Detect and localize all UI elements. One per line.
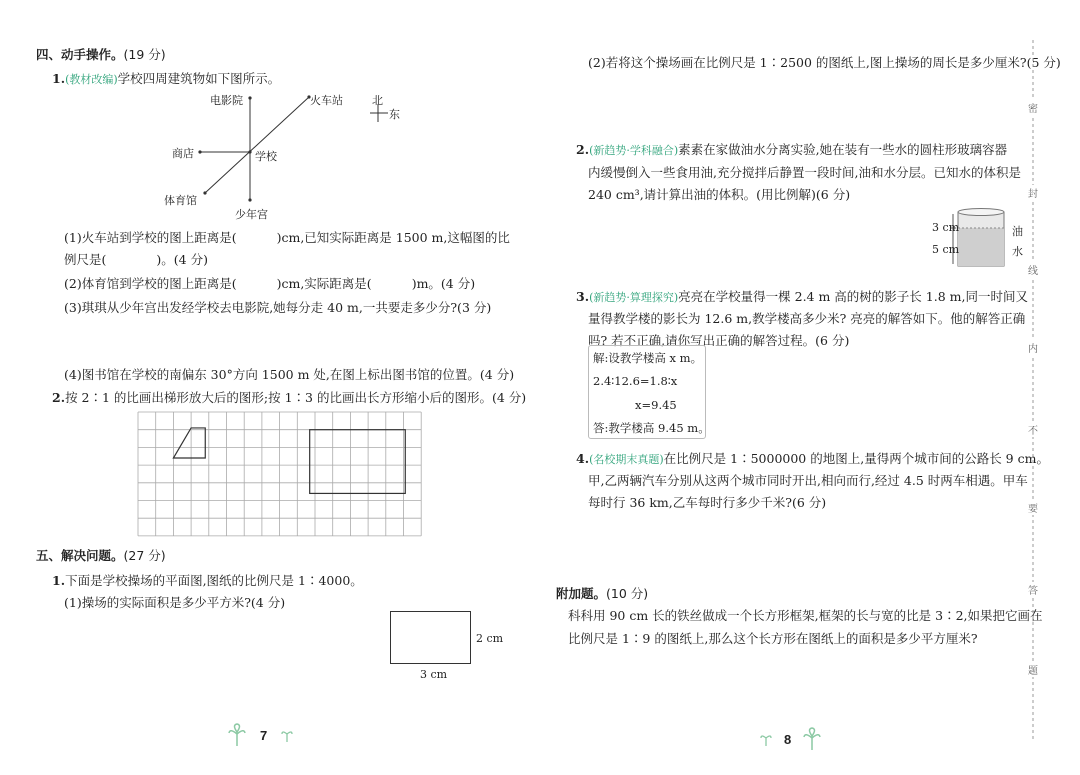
label-youth-palace: 少年宫 [235,208,268,221]
cylinder-container [957,208,1007,268]
q1-part4: (4)图书馆在学校的南偏东 30°方向 1500 m 处,在图上标出图书馆的位置。(4 分) [64,367,515,382]
solution-line-4: 答:教学楼高 9.45 m。 [593,421,710,435]
water-height-label: 5 cm [932,243,960,256]
r-q3-line2: 量得教学楼的影长为 12.6 m,教学楼高多少米? 亮亮的解答如下。他的解答正确 [588,311,1026,326]
q1-part2: (2)体育馆到学校的图上距离是( )cm,实际距离是( )m。(4 分) [64,276,476,291]
playground-height-label: 2 cm [476,632,504,645]
label-north: 北 [372,94,383,107]
r-q4-line2: 甲,乙两辆汽车分别从这两个城市同时开出,相向而行,经过 4.5 时两车相遇。甲车 [588,473,1028,488]
q2-stem: 2.按 2∶1 的比画出梯形放大后的图形;按 1∶3 的比画出长方形缩小后的图形。(4 分) [52,390,527,405]
sprout-icon-small [760,732,772,746]
label-east: 东 [389,108,400,121]
q5-1-part1: (1)操场的实际面积是多少平方米?(4 分) [64,595,286,610]
label-school: 学校 [255,150,277,163]
oil-height-label: 3 cm [932,221,960,234]
label-gym: 体育馆 [164,194,197,207]
page-8-footer: 8 [760,728,821,750]
margin-char-6: 要 [1028,500,1038,515]
q1-part3: (3)琪琪从少年宫出发经学校去电影院,她每分走 40 m,一共要走多少分?(3 分) [64,300,492,315]
section-4-title: 四、动手操作。(19 分) [36,47,166,62]
r-q4-line3: 每时行 36 km,乙车每时行多少千米?(6 分) [588,495,827,510]
margin-char-4: 内 [1028,340,1038,355]
bonus-title: 附加题。(10 分) [556,586,649,601]
oil-label: 油 [1012,225,1023,238]
bonus-line1: 科科用 90 cm 长的铁丝做成一个长方形框架,框架的长与宽的比是 3∶2,如果把它画在 [568,608,1043,623]
r-q2-line3: 240 cm³,请计算出油的体积。(用比例解)(6 分) [588,187,851,202]
sprout-icon-small [281,728,293,742]
rectangle-shape [310,430,406,494]
q1-part1-cont: 例尺是( )。(4 分) [64,252,208,267]
bonus-line2: 比例尺是 1∶9 的图纸上,那么这个长方形在图纸上的面积是多少平方厘米? [568,631,978,646]
q1-stem: 1.(教材改编)学校四周建筑物如下图所示。 [52,71,281,86]
solution-line-1: 解:设教学楼高 x m。 [593,351,703,365]
solution-line-3: x=9.45 [635,398,677,412]
solution-box [588,345,710,439]
label-cinema: 电影院 [210,94,243,107]
r-q2-line1: 2.(新趋势·学科融合)素素在家做油水分离实验,她在装有一些水的圆柱形玻璃容器 [576,142,1008,157]
r-q2-line2: 内缓慢倒入一些食用油,充分搅拌后静置一段时间,油和水分层。已知水的体积是 [588,165,1021,180]
margin-char-7: 答 [1028,582,1038,597]
margin-char-8: 题 [1028,662,1038,677]
label-station: 火车站 [310,94,343,107]
q5-1-part2: (2)若将这个操场画在比例尺是 1∶2500 的图纸上,图上操场的周长是多少厘米?(5 分) [588,55,1061,70]
r-q3-line3: 吗? 若不正确,请你写出正确的解答过程。(6 分) [588,333,850,348]
section-5-title: 五、解决问题。(27 分) [36,548,166,563]
trapezoid-shape [173,428,205,458]
page-7-footer: 7 [228,724,293,746]
r-q4-line1: 4.(名校期末真题)在比例尺是 1∶5000000 的地图上,量得两个城市间的公路长 9 cm。 [576,451,1049,466]
margin-char-5: 不 [1028,422,1038,437]
solution-line-2: 2.4∶12.6=1.8∶x [593,374,678,388]
margin-char-1: 密 [1028,100,1038,115]
playground-rectangle [390,611,472,665]
playground-width-label: 3 cm [420,668,448,681]
label-shop: 商店 [172,147,194,160]
drawing-grid[interactable] [138,412,422,540]
sprout-icon [803,728,821,750]
sprout-icon [228,724,246,746]
q1-part1: (1)火车站到学校的图上距离是( )cm,已知实际距离是 1500 m,这幅图的比 [64,230,510,245]
r-q3-line1: 3.(新趋势·算理探究)亮亮在学校量得一棵 2.4 m 高的树的影子长 1.8 m,同一时间又 [576,289,1028,304]
sealing-margin-line [1031,40,1035,740]
margin-char-2: 封 [1028,185,1038,200]
q5-1-stem: 1.下面是学校操场的平面图,图纸的比例尺是 1∶4000。 [52,573,363,588]
margin-char-3: 线 [1028,262,1038,277]
water-label: 水 [1012,245,1023,258]
